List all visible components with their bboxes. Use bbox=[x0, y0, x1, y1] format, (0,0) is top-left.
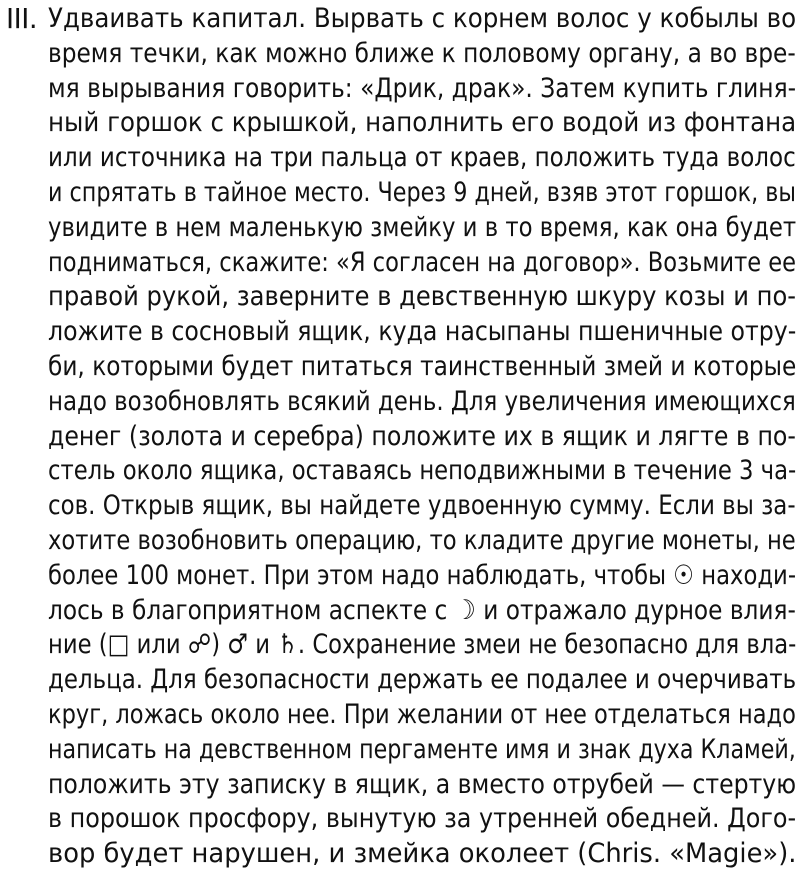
text-line: би, которыми будет питаться таинственный змей и которые bbox=[48, 350, 797, 382]
text-line: хотите возобновить операцию, то кладите другие монеты, не bbox=[48, 524, 796, 556]
text-fragment: ние ( bbox=[48, 629, 108, 661]
text-line-sun bbox=[48, 559, 797, 594]
item-text bbox=[48, 2, 796, 872]
text-fragment: ) bbox=[211, 629, 228, 661]
text-line-aspects bbox=[48, 628, 797, 663]
text-line: ложите в сосновый ящик, куда насыпаны пшеничные отру- bbox=[48, 316, 797, 348]
text-line-moon bbox=[48, 594, 796, 629]
text-line: правой рукой, заверните в девственную шкуру козы и по- bbox=[48, 281, 796, 313]
item-marker: III. bbox=[6, 3, 38, 35]
text-line: вор будет нарушен, и змейка околеет (Chris. «Magie»). bbox=[48, 838, 797, 870]
text-fragment: и bbox=[248, 629, 278, 661]
text-fragment: или bbox=[129, 629, 188, 661]
square-aspect-icon: □ bbox=[107, 629, 130, 661]
text-line: подниматься, скажите: «Я согласен на договор». Возьмите ее bbox=[48, 246, 797, 278]
text-line: и спрятать в тайное место. Через 9 дней, взяв этот горшок, вы bbox=[48, 176, 797, 208]
text-fragment: более 100 монет. При этом надо наблюдать, чтобы bbox=[48, 559, 674, 591]
saturn-symbol-icon: ♄ bbox=[277, 629, 298, 661]
text-fragment: и отражало дурное влия- bbox=[475, 594, 796, 626]
text-fragment: лось в благоприятном аспекте с bbox=[48, 594, 455, 626]
moon-symbol-icon: ☽ bbox=[454, 594, 476, 626]
text-line: время течки, как можно ближе к половому органу, а во вре- bbox=[48, 37, 796, 69]
text-line: Удваивать капитал. Вырвать с корнем волос у кобылы во bbox=[48, 3, 797, 34]
text-fragment: находи- bbox=[694, 559, 797, 591]
mars-symbol-icon: ♂ bbox=[227, 629, 249, 661]
text-fragment: . Сохранение змеи не безопасно для вла- bbox=[297, 629, 797, 661]
text-line: сов. Открыв ящик, вы найдете удвоенную сумму. Если вы за- bbox=[48, 490, 796, 522]
text-line: увидите в нем маленькую змейку и в то время, как она будет bbox=[48, 211, 797, 243]
text-line: дельца. Для безопасности держать ее подалее и очерчивать bbox=[48, 664, 797, 696]
text-line: денег (золота и серебра) положите их в ящик и лягте в по- bbox=[48, 420, 796, 452]
text-line: ный горшок с крышкой, наполнить его водой из фонтана bbox=[48, 107, 797, 139]
text-line: стель около ящика, оставаясь неподвижными в течение 3 ча- bbox=[48, 455, 797, 487]
text-line: или источника на три пальца от краев, положить туда волос bbox=[48, 142, 796, 174]
text-line: мя вырывания говорить: «Дрик, драк». Затем купить глиня- bbox=[48, 72, 797, 104]
text-line: в порошок просфору, вынутую за утренней обедней. Дого- bbox=[48, 803, 797, 835]
opposition-aspect-icon: ☍ bbox=[187, 629, 212, 661]
text-line: положить эту записку в ящик, а вместо отрубей — стертую bbox=[48, 768, 797, 800]
text-line: надо возобновлять всякий день. Для увеличения имеющихся bbox=[48, 385, 796, 417]
text-line: написать на девственном пергаменте имя и знак духа Кламей, bbox=[48, 733, 796, 765]
sun-symbol-icon: ☉ bbox=[673, 559, 695, 591]
text-line: круг, ложась около нее. При желании от нее отделаться надо bbox=[48, 698, 796, 730]
